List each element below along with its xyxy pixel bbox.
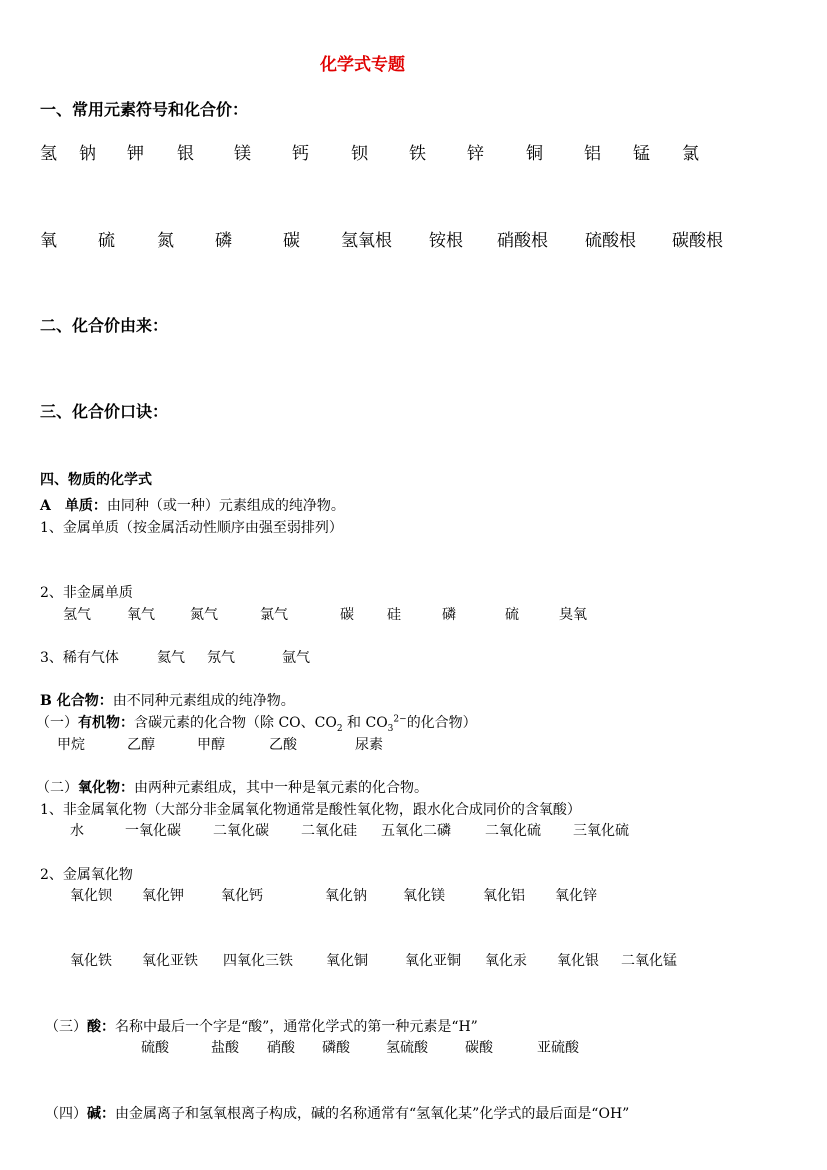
- definition-label: 碱：: [87, 1106, 115, 1122]
- element-name: 钙: [292, 144, 309, 164]
- substance-name: 磷酸: [322, 1040, 350, 1056]
- substance-name: 二氧化锰: [621, 953, 677, 969]
- substance-name: 氧化亚铜: [405, 953, 461, 969]
- subscript: 3: [387, 723, 394, 734]
- substance-name: 氢硫酸: [386, 1040, 428, 1056]
- element-name: 硫: [98, 231, 115, 251]
- substance-name: 水: [70, 823, 84, 839]
- metal-elements-title: 1、金属单质（按金属活动性顺序由强至弱排列）: [40, 520, 343, 536]
- radical-name: 氢氧根: [341, 231, 392, 251]
- definition-label: 氧化物：: [78, 780, 134, 796]
- substance-name: 氧化亚铁: [142, 953, 198, 969]
- subsection-number: （二）: [36, 780, 78, 796]
- substance-name: 氧气: [127, 607, 155, 623]
- element-name: 锰: [633, 144, 650, 164]
- definition-text: 和 CO: [342, 715, 388, 731]
- definition-text: 的化合物）: [406, 715, 477, 731]
- substance-name: 氢气: [63, 607, 91, 623]
- subsection-number: （一）: [36, 715, 78, 731]
- page-title: 化学式专题: [320, 55, 405, 75]
- substance-name: 盐酸: [211, 1040, 239, 1056]
- definition-text: 由不同种元素组成的纯净物。: [112, 693, 295, 709]
- substance-name: 硫酸: [141, 1040, 169, 1056]
- substance-name: 二氧化硅: [301, 823, 357, 839]
- element-name: 铜: [526, 144, 543, 164]
- metal-oxides-title: 2、金属氧化物: [40, 867, 133, 883]
- element-name: 钠: [79, 144, 96, 164]
- substance-name: 氖气: [207, 650, 235, 666]
- substance-name: 乙酸: [269, 737, 297, 753]
- radical-name: 硝酸根: [497, 231, 548, 251]
- element-name: 锌: [467, 144, 484, 164]
- superscript: 2−: [393, 714, 407, 725]
- nonmetal-elements-title: 2、非金属单质: [40, 585, 133, 601]
- element-name: 铁: [409, 144, 426, 164]
- element-name: 氢: [40, 144, 57, 164]
- substance-name: 一氧化碳: [125, 823, 181, 839]
- radical-name: 碳酸根: [672, 231, 723, 251]
- definition-text: 由两种元素组成，其中一种是氧元素的化合物。: [134, 780, 428, 796]
- substance-name: 氧化铝: [483, 888, 525, 904]
- substance-name: 四氧化三铁: [223, 953, 293, 969]
- substance-name: 亚硫酸: [537, 1040, 579, 1056]
- substance-name: 尿素: [355, 737, 383, 753]
- acid-definition: [45, 1016, 478, 1036]
- substance-name: 臭氧: [559, 607, 587, 623]
- radical-name: 铵根: [429, 231, 463, 251]
- definition-label: B 化合物：: [40, 693, 113, 709]
- substance-name: 碳酸: [465, 1040, 493, 1056]
- subsection-number: （三）: [45, 1019, 87, 1035]
- noble-gases-title: 3、稀有气体: [40, 650, 119, 666]
- simple-substance-definition: [40, 495, 345, 515]
- substance-name: 三氧化硫: [573, 823, 629, 839]
- element-name: 钾: [127, 144, 144, 164]
- substance-name: 碳: [340, 607, 354, 623]
- element-name: 氮: [157, 231, 174, 251]
- subsection-number: （四）: [45, 1106, 87, 1122]
- substance-name: 氧化铜: [326, 953, 368, 969]
- element-name: 铝: [584, 144, 601, 164]
- section-3-heading: 三、化合价口诀：: [40, 402, 169, 421]
- substance-name: 二氧化碳: [213, 823, 269, 839]
- element-name: 氯: [682, 144, 699, 164]
- substance-name: 氧化钙: [221, 888, 263, 904]
- substance-name: 氧化钠: [325, 888, 367, 904]
- substance-name: 二氧化硫: [485, 823, 541, 839]
- substance-name: 硫: [505, 607, 519, 623]
- nonmetal-oxides-title: 1、非金属氧化物（大部分非金属氧化物通常是酸性氧化物，跟水化合成同价的含氧酸）: [40, 802, 581, 818]
- element-name: 碳: [283, 231, 300, 251]
- element-name: 银: [177, 144, 194, 164]
- substance-name: 氦气: [157, 650, 185, 666]
- definition-label: 有机物：: [78, 715, 134, 731]
- definition-text: 含碳元素的化合物（除 CO、CO: [134, 715, 337, 731]
- substance-name: 氯气: [260, 607, 288, 623]
- compound-definition: [40, 690, 295, 710]
- substance-name: 硅: [387, 607, 401, 623]
- substance-name: 氧化汞: [485, 953, 527, 969]
- section-2-heading: 二、化合价由来：: [40, 316, 169, 335]
- substance-name: 氧化镁: [403, 888, 445, 904]
- substance-name: 乙醇: [127, 737, 155, 753]
- substance-name: 氧化铁: [70, 953, 112, 969]
- definition-text: 名称中最后一个字是“酸”，通常化学式的第一种元素是“H”: [115, 1019, 478, 1035]
- substance-name: 氩气: [282, 650, 310, 666]
- element-name: 镁: [234, 144, 251, 164]
- substance-name: 氧化锌: [555, 888, 597, 904]
- substance-name: 甲醇: [197, 737, 225, 753]
- definition-label: 酸：: [87, 1019, 115, 1035]
- substance-name: 甲烷: [57, 737, 85, 753]
- substance-name: 氧化钾: [142, 888, 184, 904]
- oxide-definition: [36, 777, 428, 797]
- definition-text: 由金属离子和氢氧根离子构成，碱的名称通常有“氢氧化某”化学式的最后面是“OH”: [115, 1106, 630, 1122]
- element-name: 氧: [40, 231, 57, 251]
- organic-definition: [36, 712, 477, 734]
- section-4-heading: 四、物质的化学式: [40, 472, 152, 488]
- element-name: 钡: [351, 144, 368, 164]
- radical-name: 硫酸根: [585, 231, 636, 251]
- substance-name: 硝酸: [267, 1040, 295, 1056]
- substance-name: 氧化银: [557, 953, 599, 969]
- substance-name: 磷: [442, 607, 456, 623]
- subscript: 2: [336, 723, 343, 734]
- base-definition: [45, 1103, 629, 1123]
- section-1-heading: 一、常用元素符号和化合价：: [40, 100, 249, 119]
- substance-name: 氧化钡: [70, 888, 112, 904]
- definition-text: 由同种（或一种）元素组成的纯净物。: [106, 498, 345, 514]
- substance-name: 五氧化二磷: [381, 823, 451, 839]
- substance-name: 氮气: [190, 607, 218, 623]
- element-name: 磷: [215, 231, 232, 251]
- definition-label: A 单质：: [40, 498, 107, 514]
